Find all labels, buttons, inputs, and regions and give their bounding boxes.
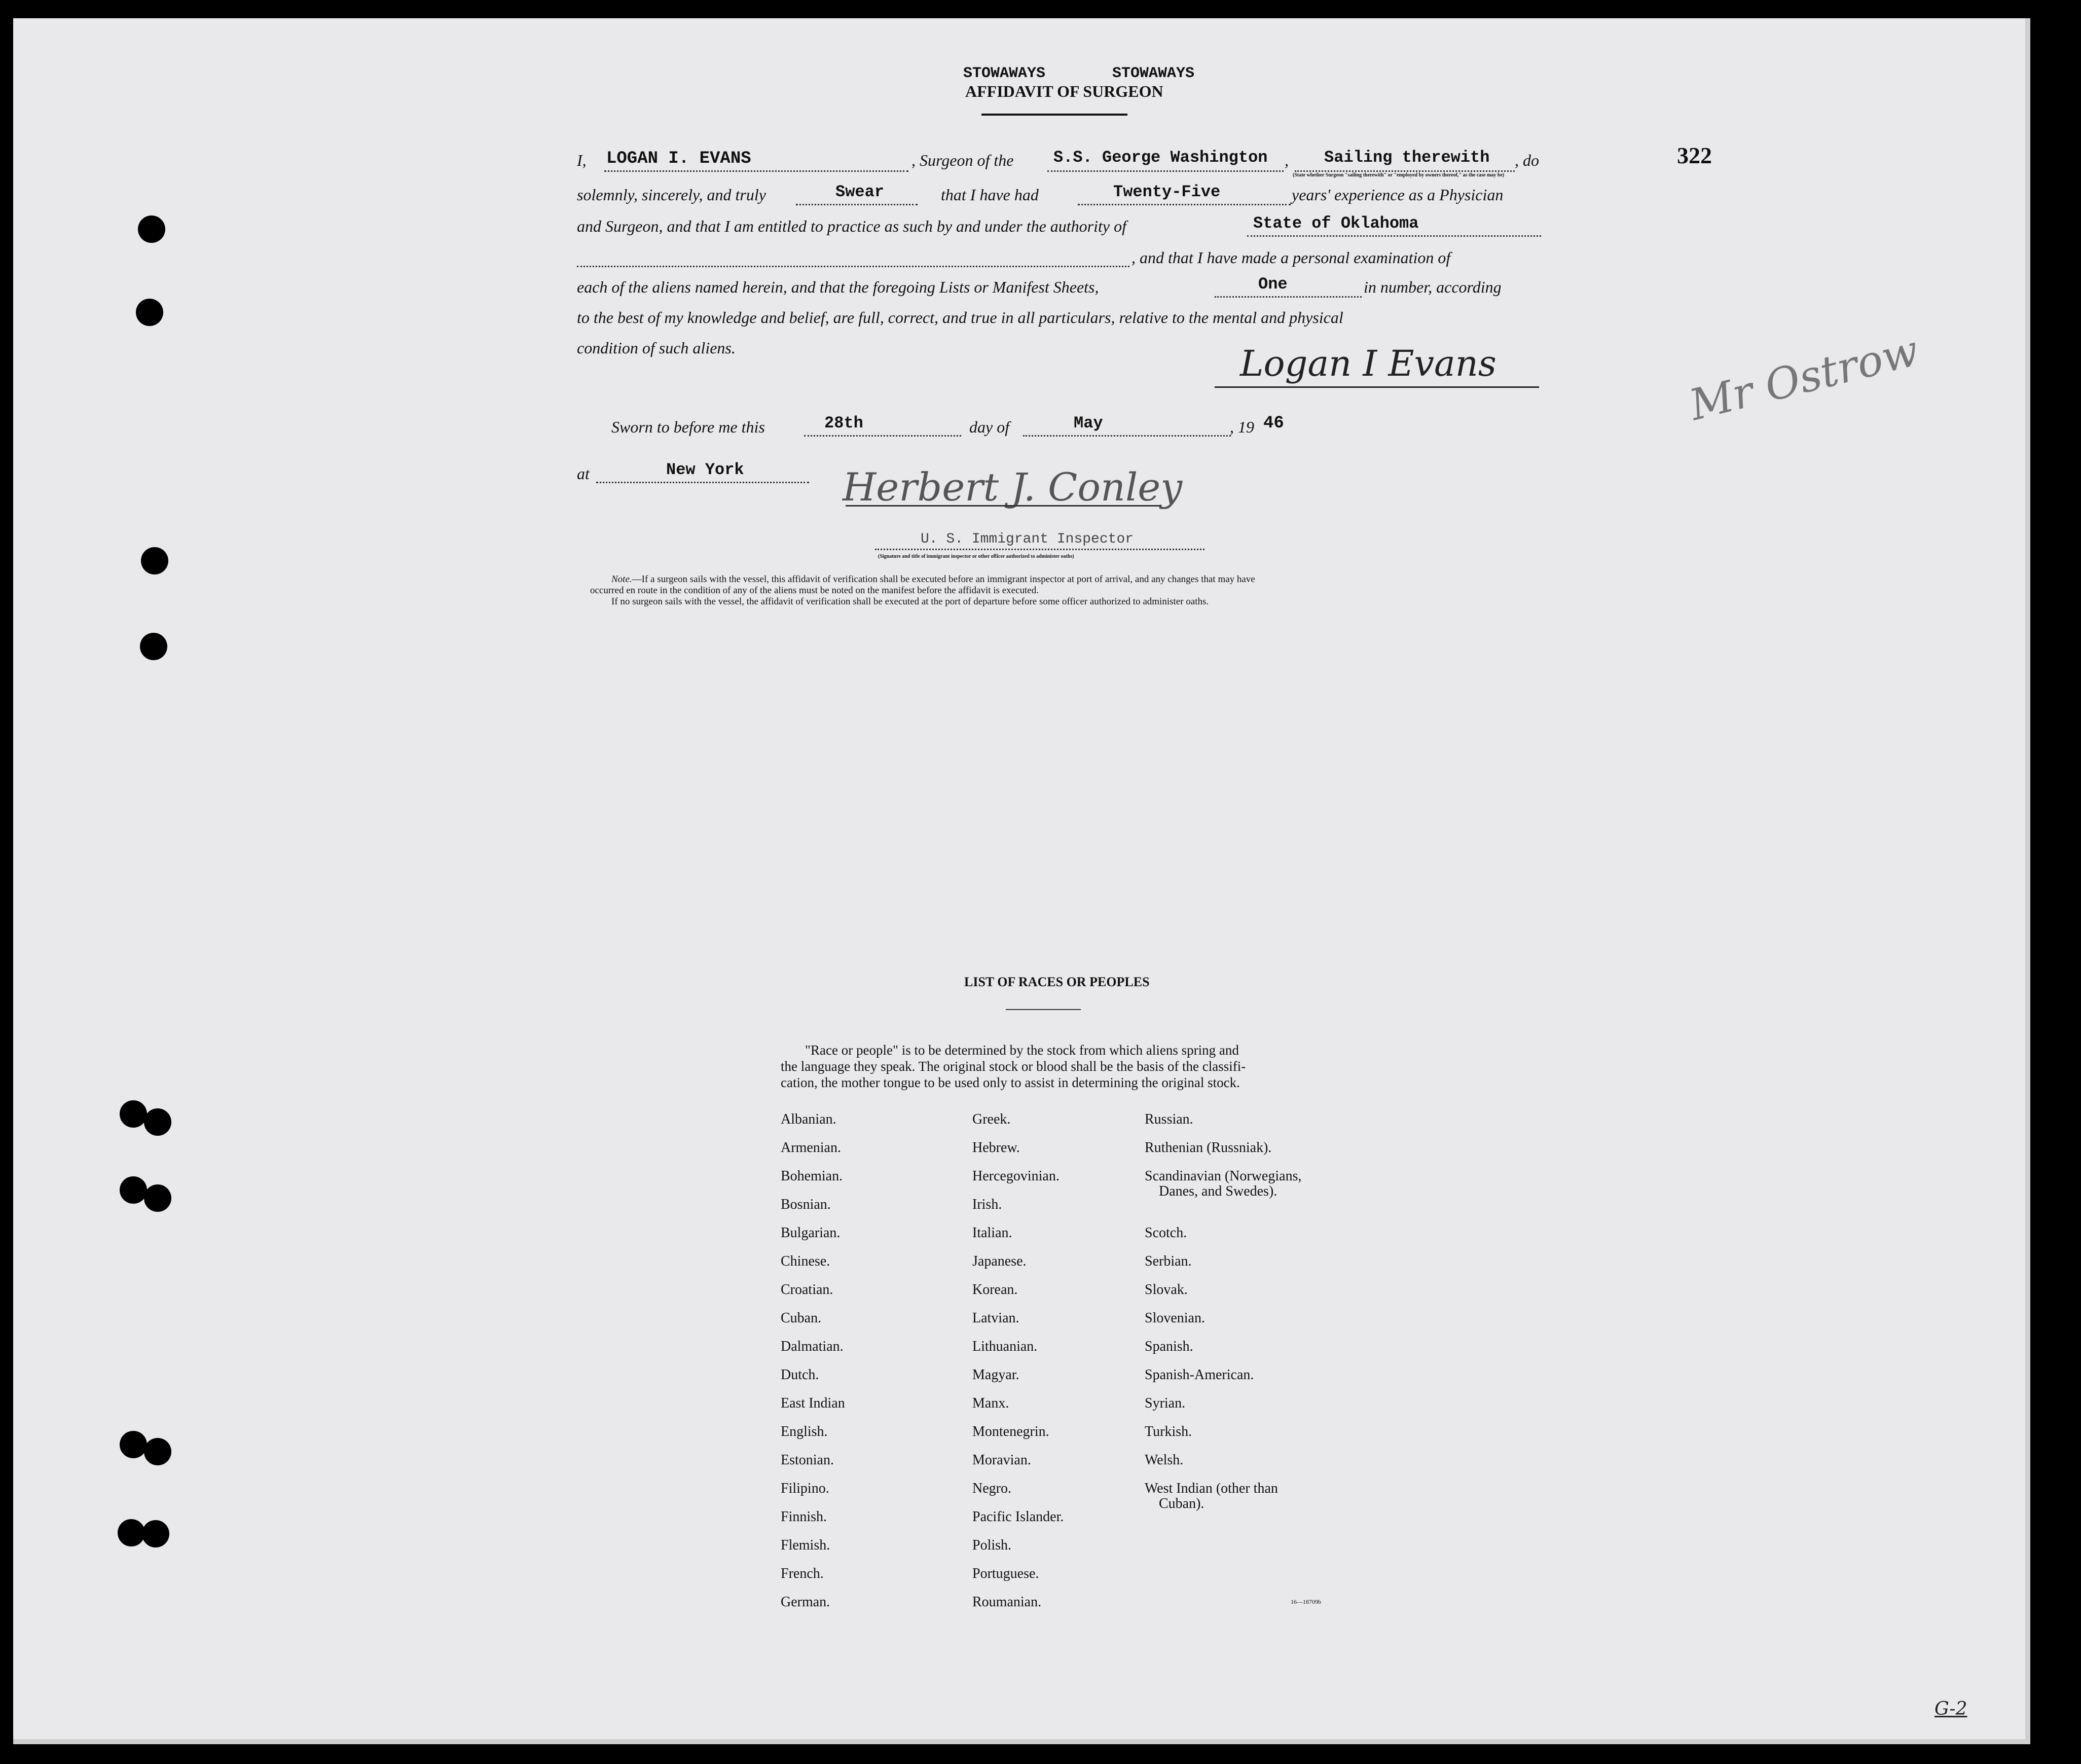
- race-item: Dutch.: [781, 1367, 819, 1383]
- note-line3: If no surgeon sails with the vessel, the affidavit of verification shall be executed at the port of departure before some officer authorized to administer oaths.: [611, 596, 1209, 607]
- year-prefix: , 19: [1230, 418, 1254, 436]
- surgeon-signature: Logan I Evans: [1240, 343, 1496, 384]
- race-item: Chinese.: [781, 1253, 830, 1269]
- sworn-prefix: Sworn to before me this: [611, 418, 765, 436]
- race-item: Latvian.: [972, 1310, 1019, 1326]
- punch-hole: [120, 1176, 147, 1204]
- years-experience: Twenty-Five: [1113, 183, 1221, 201]
- race-item: Scandinavian (Norwegians,: [1145, 1168, 1302, 1184]
- race-item: English.: [781, 1424, 828, 1439]
- race-item: Turkish.: [1145, 1424, 1192, 1439]
- race-item: Manx.: [972, 1395, 1009, 1411]
- margin-pencil-note: Mr Ostrow: [1684, 325, 1924, 430]
- race-item: Pacific Islander.: [972, 1509, 1064, 1525]
- race-item: German.: [781, 1594, 830, 1610]
- status-comma: ,: [1515, 151, 1519, 169]
- race-item: Welsh.: [1145, 1452, 1184, 1468]
- race-item: Lithuanian.: [972, 1339, 1038, 1354]
- races-column-1: [781, 1105, 845, 1616]
- races-column-2: [972, 1105, 1064, 1616]
- race-item: Montenegrin.: [972, 1424, 1049, 1439]
- inspector-signature-rule: [846, 505, 1161, 507]
- race-item: Bosnian.: [781, 1197, 831, 1212]
- signature-rule: [1215, 386, 1539, 388]
- vessel-comma: ,: [1285, 151, 1289, 169]
- authority-line-continued: [577, 266, 1129, 267]
- race-item: Irish.: [972, 1197, 1002, 1212]
- sworn-day: 28th: [824, 414, 863, 433]
- that-i-have-had-text: that I have had: [941, 186, 1039, 204]
- race-item: East Indian: [781, 1395, 845, 1411]
- inspector-signature: Herbert J. Conley: [843, 464, 1183, 510]
- race-item: Japanese.: [972, 1253, 1027, 1269]
- race-item: Spanish.: [1145, 1339, 1193, 1354]
- race-item: Greek.: [972, 1111, 1011, 1127]
- race-item: Slovenian.: [1145, 1310, 1205, 1326]
- race-item: Spanish-American.: [1145, 1367, 1254, 1383]
- races-title-rule: [1006, 1009, 1081, 1010]
- affidavit-line6: to the best of my knowledge and belief, are full, correct, and true in all particulars, relative to the mental and physical: [577, 308, 1343, 327]
- race-item: Korean.: [972, 1282, 1018, 1298]
- place-line: [596, 482, 809, 483]
- race-item: Danes, and Swedes).: [1159, 1183, 1277, 1199]
- punch-hole: [140, 633, 167, 660]
- affidavit-line5-prefix: each of the aliens named herein, and that the foregoing Lists or Manifest Sheets,: [577, 278, 1099, 296]
- manifest-sheet-count: One: [1258, 275, 1288, 294]
- vessel-name: S.S. George Washington: [1053, 148, 1268, 167]
- oath-line: [796, 204, 918, 205]
- race-item: Bohemian.: [781, 1168, 843, 1184]
- affidavit-line1-prefix: I,: [577, 151, 587, 169]
- race-item: Scotch.: [1145, 1225, 1187, 1241]
- sailing-status: Sailing therewith: [1324, 148, 1490, 167]
- race-item: Ruthenian (Russniak).: [1145, 1140, 1272, 1156]
- affidavit-line3-prefix: and Surgeon, and that I am entitled to practice as such by and under the authority of: [577, 217, 1126, 235]
- stowaways-stamp-right: STOWAWAYS: [1112, 65, 1195, 82]
- status-line: [1295, 170, 1515, 172]
- race-item: Armenian.: [781, 1140, 841, 1156]
- years-suffix: years' experience as a Physician: [1292, 186, 1504, 204]
- race-item: Cuban).: [1159, 1496, 1204, 1511]
- race-item: Flemish.: [781, 1537, 830, 1553]
- race-item: Magyar.: [972, 1367, 1019, 1383]
- race-item: Russian.: [1145, 1111, 1193, 1127]
- affidavit-title: AFFIDAVIT OF SURGEON: [965, 82, 1163, 100]
- do-text: do: [1523, 151, 1539, 169]
- punch-hole: [144, 1438, 171, 1465]
- sheets-line: [1215, 296, 1362, 298]
- race-item: Bulgarian.: [781, 1225, 841, 1241]
- race-item: Italian.: [972, 1225, 1012, 1241]
- years-line: [1078, 204, 1291, 205]
- page-number: 322: [1677, 142, 1712, 168]
- race-item: Negro.: [972, 1481, 1011, 1496]
- punch-hole: [141, 547, 168, 574]
- races-intro-2: the language they speak. The original stock or blood shall be the basis of the classifi-: [781, 1059, 1246, 1074]
- race-item: West Indian (other than: [1145, 1481, 1278, 1496]
- document-page: [13, 18, 2030, 1744]
- affidavit-line2-prefix: solemnly, sincerely, and truly: [577, 186, 766, 204]
- punch-hole: [138, 215, 165, 243]
- month-line: [1023, 435, 1231, 437]
- races-title: LIST OF RACES OR PEOPLES: [964, 975, 1150, 989]
- race-item: Filipino.: [781, 1481, 829, 1496]
- race-item: French.: [781, 1566, 824, 1581]
- punch-hole: [118, 1519, 145, 1546]
- punch-hole: [144, 1184, 171, 1212]
- races-intro-1: "Race or people" is to be determined by the stock from which aliens spring and: [805, 1042, 1239, 1058]
- affidavit-line7: condition of such aliens.: [577, 339, 736, 357]
- form-code: 16—18709b: [1291, 1598, 1321, 1605]
- race-item: Estonian.: [781, 1452, 834, 1468]
- punch-hole: [144, 1108, 171, 1136]
- race-item: Dalmatian.: [781, 1339, 844, 1354]
- race-item: Hercegovinian.: [972, 1168, 1060, 1184]
- race-item: Hebrew.: [972, 1140, 1020, 1156]
- race-item: Slovak.: [1145, 1282, 1188, 1298]
- surgeon-of-the-text: , Surgeon of the: [911, 151, 1014, 169]
- sworn-place: New York: [666, 460, 744, 479]
- punch-hole: [120, 1100, 147, 1128]
- sworn-year: 46: [1263, 414, 1284, 433]
- race-item: Polish.: [972, 1537, 1012, 1553]
- race-item: Serbian.: [1145, 1253, 1192, 1269]
- affidavit-line5-suffix: in number, according: [1364, 278, 1502, 296]
- inspector-title: U. S. Immigrant Inspector: [921, 531, 1134, 547]
- race-item: Cuban.: [781, 1310, 822, 1326]
- at-text: at: [577, 464, 590, 483]
- race-item: Moravian.: [972, 1452, 1031, 1468]
- race-item: Albanian.: [781, 1111, 836, 1127]
- sworn-month: May: [1074, 414, 1103, 433]
- day-line: [804, 435, 961, 437]
- punch-hole: [136, 299, 163, 326]
- oath-type: Swear: [835, 183, 885, 201]
- note-text-1: —If a surgeon sails with the vessel, this affidavit of verification shall be executed before an immigrant inspector at port of arrival, and any changes that may have: [632, 574, 1255, 585]
- race-item: Syrian.: [1145, 1395, 1186, 1411]
- affidavit-line4-suffix: , and that I have made a personal examination of: [1131, 248, 1451, 267]
- name-line: [604, 170, 908, 172]
- title-rule: [981, 114, 1127, 116]
- inspector-title-line: [875, 549, 1204, 550]
- licensing-authority: State of Oklahoma: [1253, 214, 1419, 233]
- inspector-caption: (Signature and title of immigrant inspector or other officer authorized to administer oaths): [878, 554, 1074, 559]
- note-label: Note.: [611, 574, 632, 585]
- note-line2: occurred en route in the condition of any of the aliens must be noted on the manifest before the affidavit is executed.: [590, 585, 1039, 596]
- corner-mark: G-2: [1934, 1699, 1967, 1719]
- races-intro-3: cation, the mother tongue to be used only to assist in determining the original stock.: [781, 1075, 1240, 1090]
- punch-hole: [120, 1431, 147, 1458]
- stowaways-stamp-left: STOWAWAYS: [963, 65, 1046, 82]
- day-of-text: day of: [969, 418, 1010, 436]
- surgeon-name: LOGAN I. EVANS: [606, 149, 751, 168]
- race-item: Roumanian.: [972, 1594, 1042, 1610]
- status-note: (State whether Surgeon "sailing therewith" or "employed by owners thereof," as the case may be): [1293, 172, 1505, 178]
- race-item: Portuguese.: [972, 1566, 1039, 1581]
- vessel-line: [1047, 170, 1284, 172]
- authority-line: [1247, 235, 1541, 237]
- race-item: Croatian.: [781, 1282, 833, 1298]
- punch-hole: [142, 1520, 169, 1547]
- race-item: Finnish.: [781, 1509, 827, 1525]
- note-line1: [611, 574, 1255, 585]
